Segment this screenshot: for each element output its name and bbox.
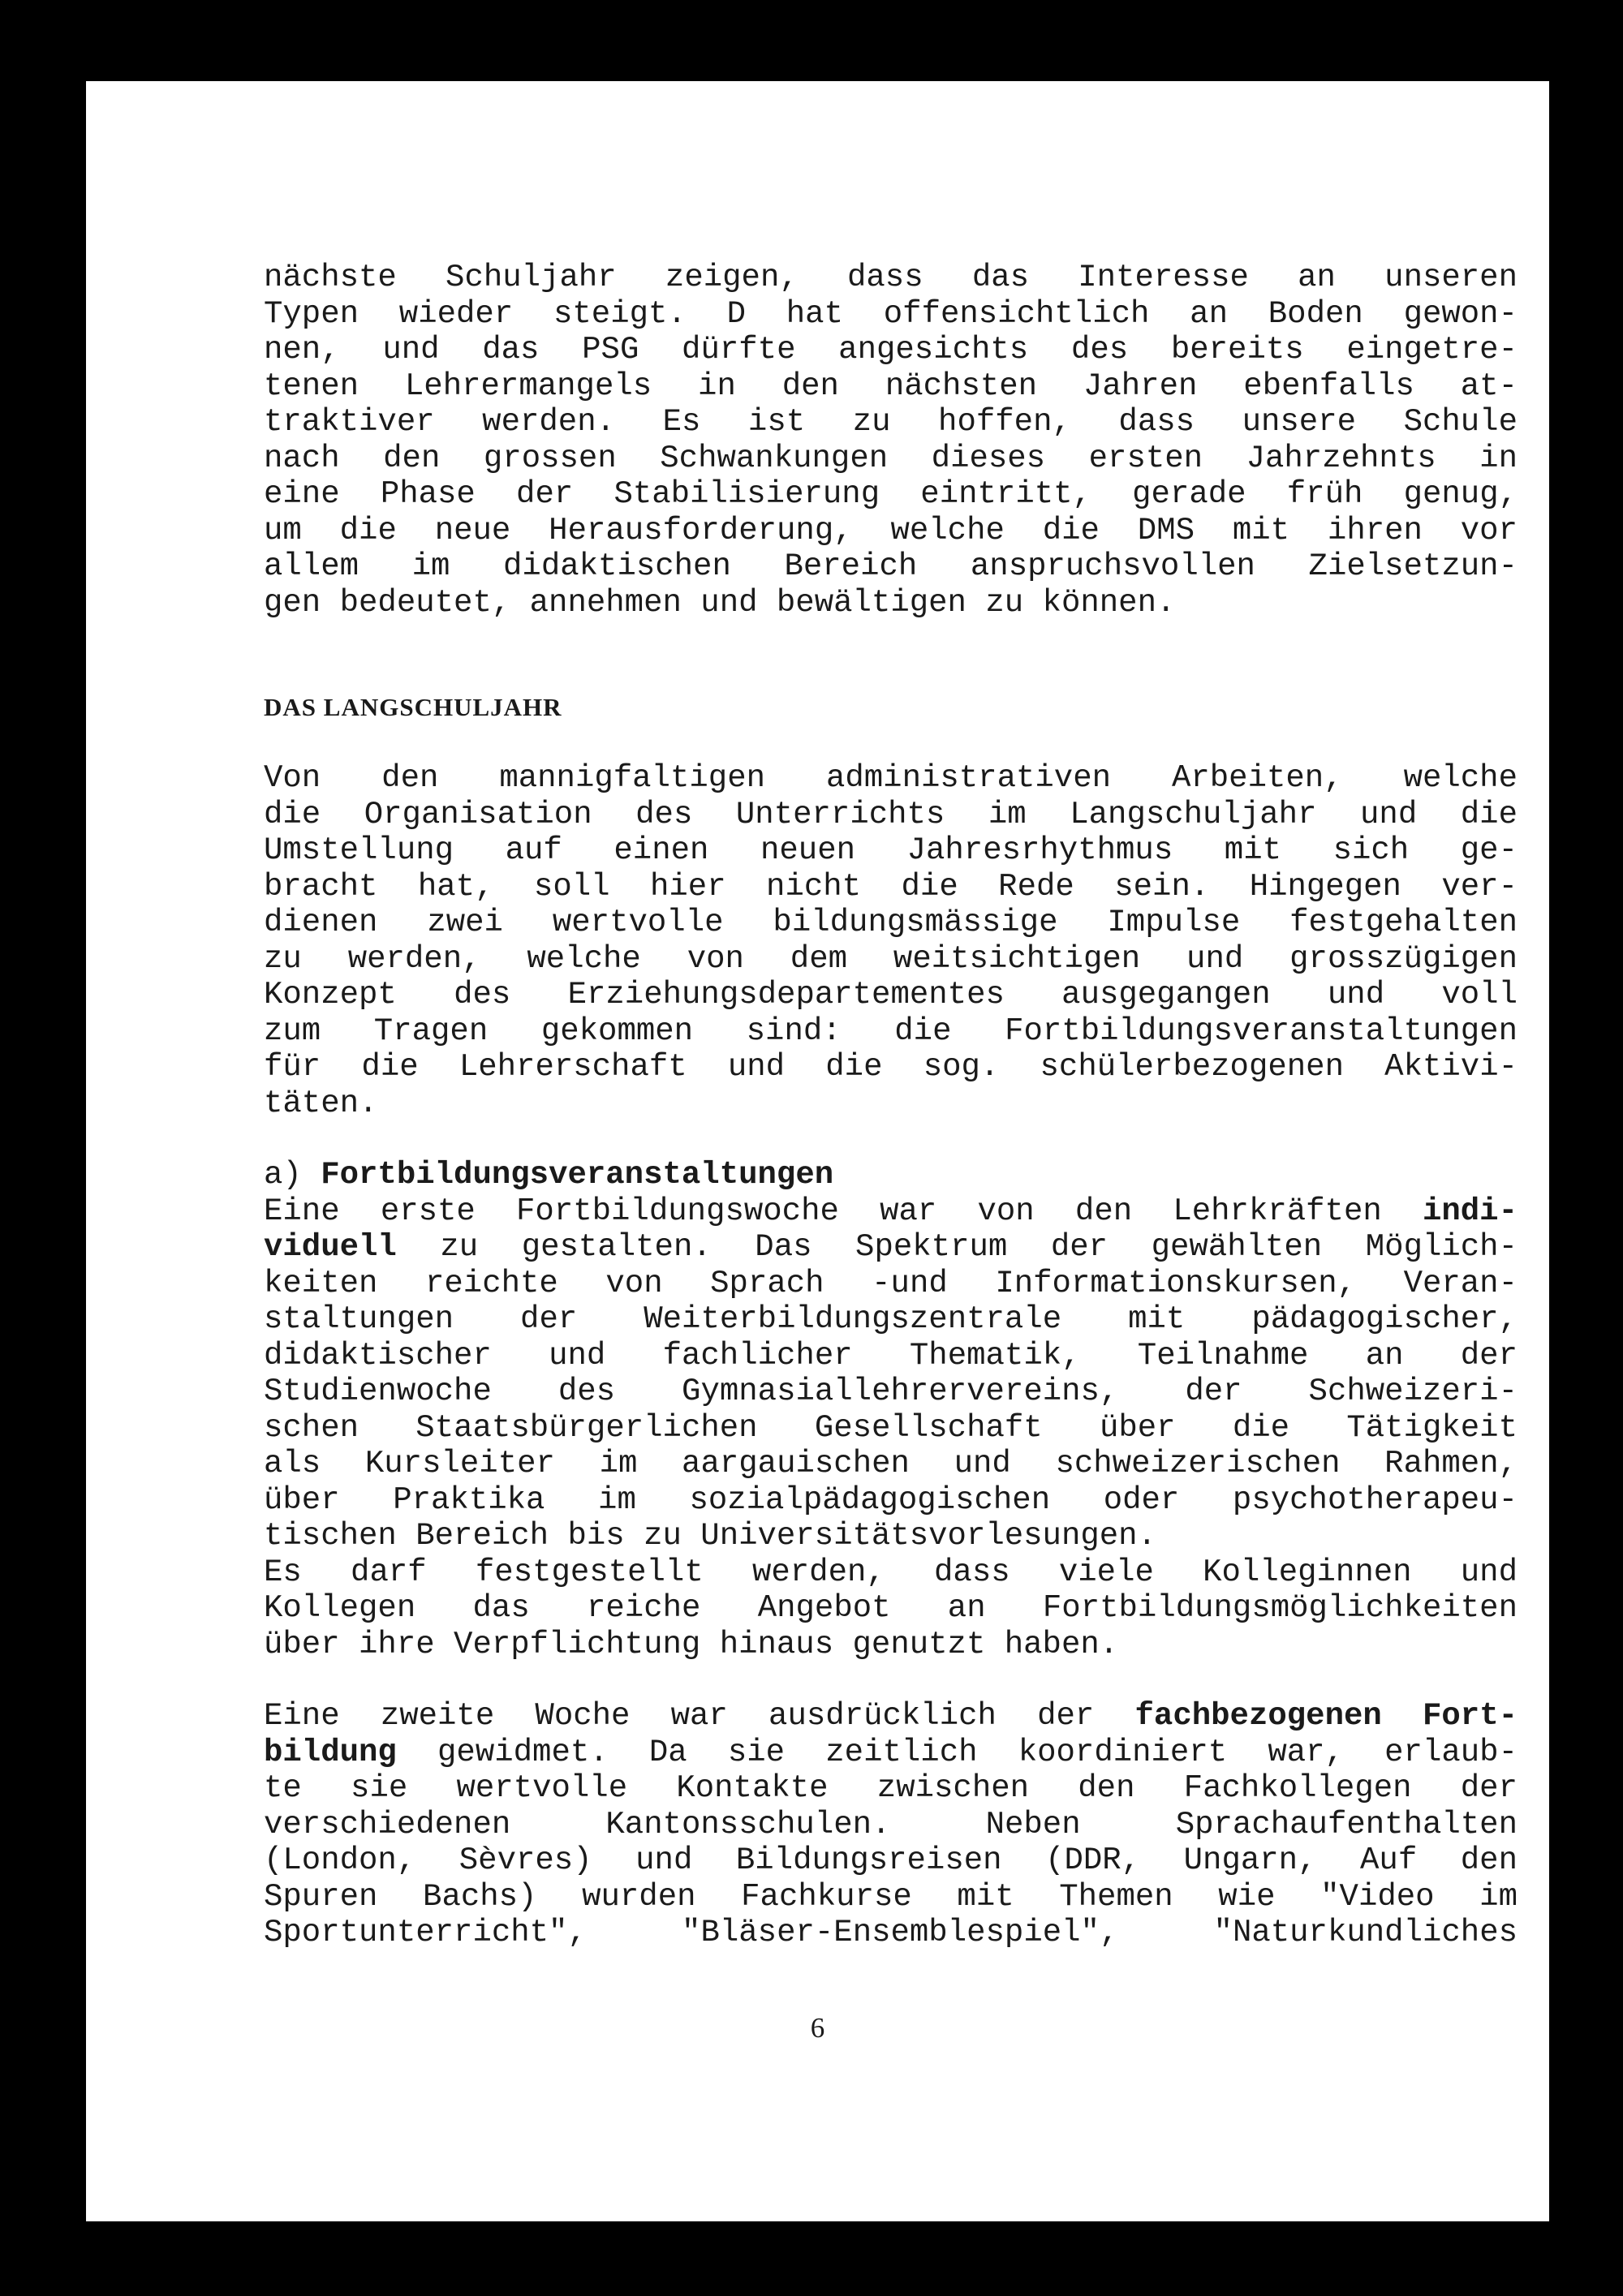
paragraph-intro [264,260,1518,621]
text-line: Von den mannigfaltigen administrativen Arbeiten, welche [264,760,1518,796]
emphasis-text: bildung [264,1734,397,1770]
text-line: über ihre Verpflichtung hinaus genutzt haben. [264,1626,1119,1662]
text-line: dienen zwei wertvolle bildungsmässige Impulse festgehalten [264,905,1518,940]
subsection-heading [264,1157,1518,1193]
text-line: über Praktika im sozialpädagogischen oder psychotherapeu- [264,1481,1518,1518]
text-line: für die Lehrerschaft und die sog. schülerbezogenen Aktivi- [264,1049,1518,1085]
text-line: gen bedeutet, annehmen und bewältigen zu können. [264,584,1176,621]
text-line: nächste Schuljahr zeigen, dass das Interesse an unseren [264,260,1518,295]
text-line [264,1735,1518,1771]
text-line: bracht hat, soll hier nicht die Rede sein. Hingegen ver- [264,868,1518,905]
emphasis-text: fachbezogenen Fort- [1134,1698,1518,1734]
text-line: als Kursleiter im aargauischen und schweizerischen Rahmen, [264,1446,1518,1481]
text-line: um die neue Herausforderung, welche die DMS mit ihren vor [264,512,1518,548]
text-line: Kollegen das reiche Angebot an Fortbildungsmöglichkeiten [264,1590,1518,1626]
paragraph-first-week [264,1193,1518,1554]
text-line: tischen Bereich bis zu Universitätsvorlesungen. [264,1518,1156,1554]
subsection-title: Fortbildungsveranstaltungen [321,1157,834,1193]
text-line: tenen Lehrermangels in den nächsten Jahren ebenfalls at- [264,368,1518,404]
text-line [264,1698,1518,1735]
text-run: Eine erste Fortbildungswoche war von den Lehrkräften [264,1193,1423,1229]
paragraph-conclusion [264,1554,1518,1663]
paragraph-langschuljahr [264,760,1518,1121]
document-page [86,81,1549,2221]
text-run: Eine zweite Woche war ausdrücklich der [264,1698,1135,1734]
spacer [264,725,1518,760]
text-line: zu werden, welche von dem weitsichtigen und grosszügigen [264,940,1518,977]
section-heading: DAS LANGSCHULJAHR [264,693,562,721]
text-line: (London, Sèvres) und Bildungsreisen (DDR, Ungarn, Auf den [264,1842,1518,1878]
text-line: keiten reichte von Sprach -und Informationskursen, Veran- [264,1265,1518,1301]
text-line [264,1229,1518,1266]
text-line: te sie wertvolle Kontakte zwischen den Fachkollegen der [264,1770,1518,1806]
text-line: nen, und das PSG dürfte angesichts des bereits eingetre- [264,332,1518,368]
text-line: Spuren Bachs) wurden Fachkurse mit Themen wie "Video im [264,1878,1518,1915]
text-line: täten. [264,1085,378,1121]
subsection-prefix: a) [264,1157,321,1193]
text-line: Studienwoche des Gymnasiallehrervereins, der Schweizeri- [264,1374,1518,1409]
text-line: eine Phase der Stabilisierung eintritt, gerade früh genug, [264,476,1518,512]
text-line: die Organisation des Unterrichts im Langschuljahr und die [264,796,1518,832]
page-content [264,260,1518,1951]
text-line: Typen wieder steigt. D hat offensichtlich an Boden gewon- [264,295,1518,332]
text-line: schen Staatsbürgerlichen Gesellschaft über die Tätigkeit [264,1409,1518,1446]
spacer [264,621,1518,690]
spacer [264,1662,1518,1698]
text-line: Sportunterricht", "Bläser-Ensemblespiel", "Naturkundliches [264,1915,1518,1950]
text-line: allem im didaktischen Bereich anspruchsvollen Zielsetzun- [264,548,1518,584]
text-line: zum Tragen gekommen sind: die Fortbildungsveranstaltungen [264,1013,1518,1049]
spacer [264,1121,1518,1157]
text-run: zu gestalten. Das Spektrum der gewählten Möglich- [396,1229,1518,1265]
text-line [264,1193,1518,1230]
text-line: nach den grossen Schwankungen dieses ersten Jahrzehnts in [264,440,1518,476]
emphasis-text: indi- [1422,1193,1518,1229]
text-line: traktiver werden. Es ist zu hoffen, dass unsere Schule [264,404,1518,440]
text-line: Es darf festgestellt werden, dass viele Kolleginnen und [264,1554,1518,1590]
text-line: verschiedenen Kantonsschulen. Neben Sprachaufenthalten [264,1806,1518,1842]
text-line: staltungen der Weiterbildungszentrale mit pädagogischer, [264,1301,1518,1337]
text-line: didaktischer und fachlicher Thematik, Teilnahme an der [264,1337,1518,1374]
text-run: gewidmet. Da sie zeitlich koordiniert war, erlaub- [396,1734,1518,1770]
text-line: Konzept des Erziehungsdepartementes ausgegangen und voll [264,977,1518,1013]
emphasis-text: viduell [264,1229,397,1265]
paragraph-second-week [264,1698,1518,1951]
page-number: 6 [810,2012,825,2044]
text-line: Umstellung auf einen neuen Jahresrhythmus mit sich ge- [264,832,1518,868]
